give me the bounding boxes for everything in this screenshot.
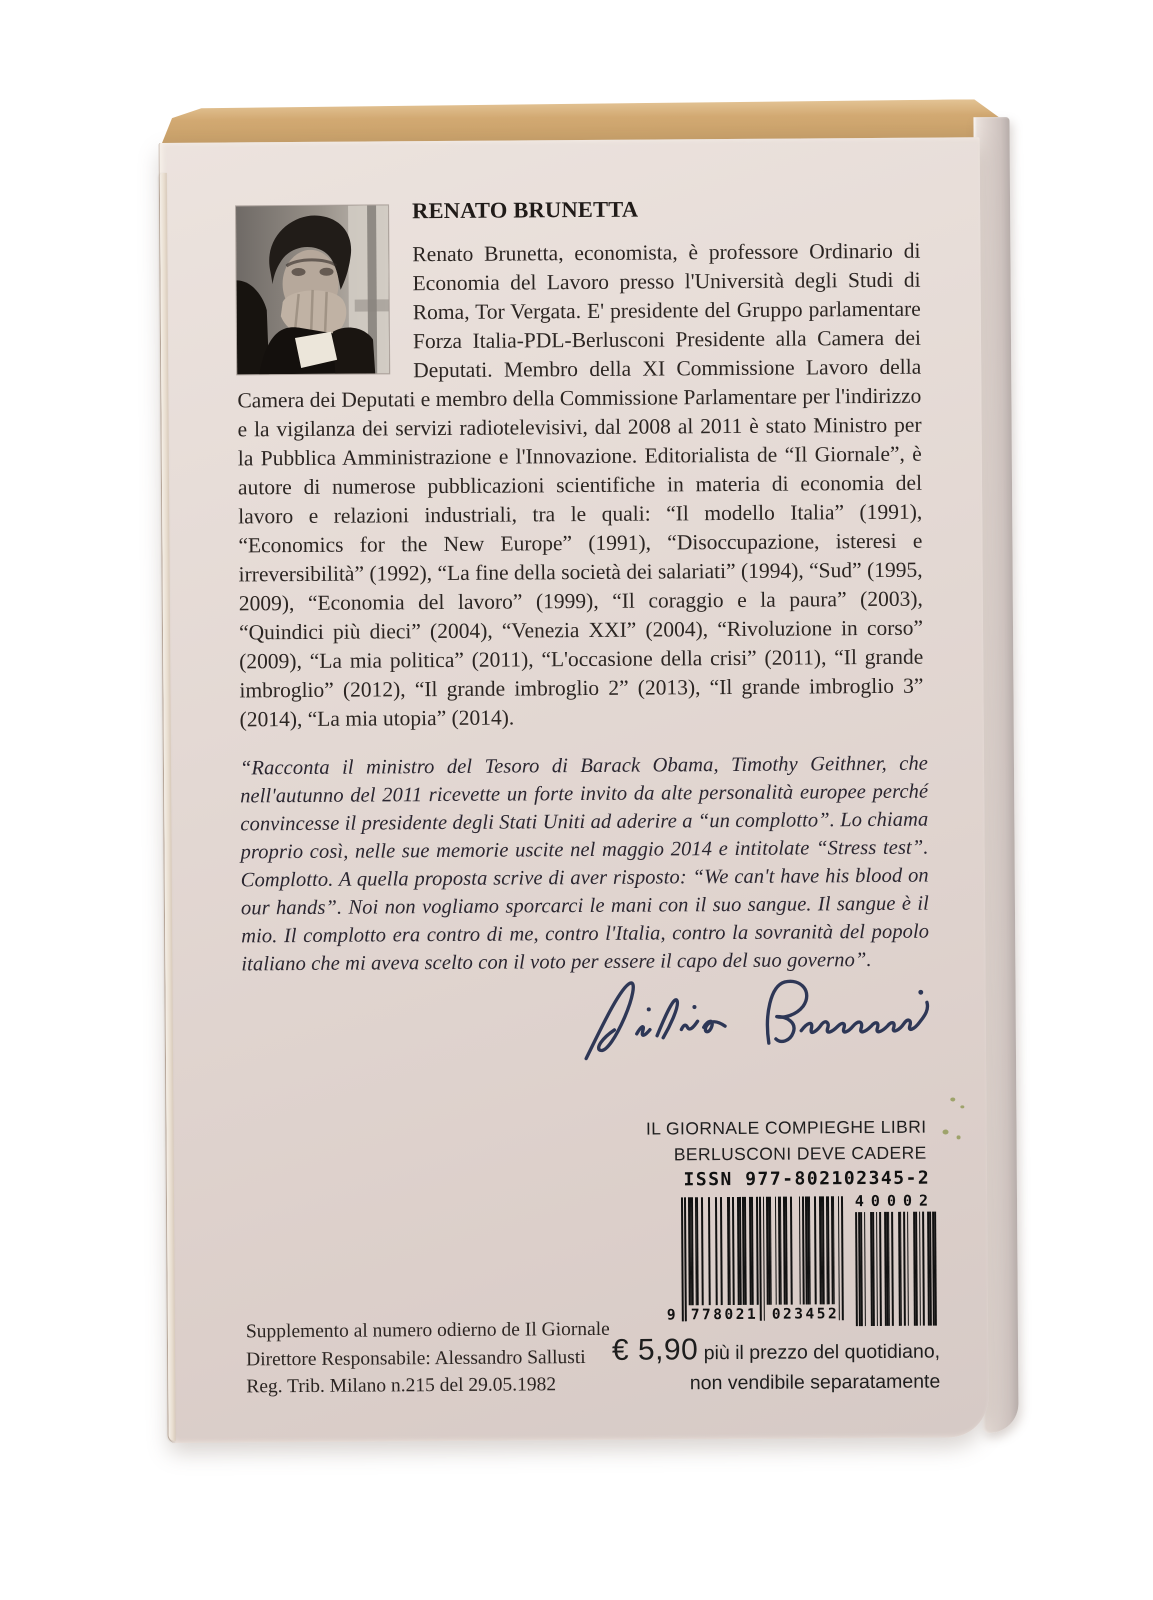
barcode-digit-lead: 9: [666, 1307, 679, 1324]
stain-specks: [930, 1095, 974, 1155]
ean13-barcode: [666, 1196, 845, 1325]
barcode-digit-group2: 023452: [771, 1306, 840, 1323]
barcode-digit-group1: 778021: [690, 1306, 759, 1324]
author-name: RENATO BRUNETTA: [411, 196, 639, 224]
ean5-bars: [855, 1212, 937, 1327]
signature-strokes-icon: [575, 967, 972, 1074]
slogan-line-1: IL GIORNALE COMPIEGHE LIBRI: [645, 1116, 927, 1139]
issn-label: ISSN 977-802102345-2: [683, 1167, 931, 1191]
author-bio-block: [236, 194, 924, 735]
author-portrait-illustration: [236, 205, 389, 374]
price-amount: € 5,90: [611, 1333, 699, 1367]
author-bio-text: Renato Brunetta, economista, è professore Ordinario di Economia del Lavoro presso l'Università degli Studi di Roma, Tor Vergata. E' presidente del Gruppo parlamentare Forza Italia-PDL-Berlusconi Presidente alla Camera dei Deputati. Membro della XI Commissione Lavoro della Camera dei Deputati e membro della Commissione Parlamentare per l'indirizzo e la vigilanza dei servizi radiotelevisivi, dal 2008 al 2011 è stato Ministro per la Pubblica Amministrazione e l'Innovazione. Editorialista de “Il Giornale”, è autore di numerose pubblicazioni scientifiche in materia di economia del lavoro e relazioni industriali, tra le quali: “Il modello Italia” (1991), “Economics for the New Europe” (1991), “Disoccupazione, isteresi e irreversibilità” (1992), “La fine della società dei salariati” (1994), “Sud” (1995, 2009), “Economia del lavoro” (1999), “Il coraggio e la paura” (2003), “Quindici più dieci” (2004), “Venezia XXI” (2004), “Rivoluzione in corso” (2009), “La mia politica” (2011), “L'occasione della crisi” (2011), “Il grande imbroglio” (2012), “Il grande imbroglio 2” (2013), “Il grande imbroglio 3” (2014), “La mia utopia” (2014).: [237, 238, 924, 732]
imprint-line-3: Reg. Trib. Milano n.215 del 29.05.1982: [246, 1374, 557, 1398]
ean5-addon-barcode: [855, 1212, 937, 1329]
imprint-line-1: Supplemento al numero odierno de Il Giornale: [245, 1318, 610, 1343]
imprint-block: [246, 1315, 667, 1400]
cover-content: [153, 99, 1018, 1443]
price-suffix: più il prezzo del quotidiano,: [698, 1340, 941, 1365]
price-note: non vendibile separatamente: [689, 1370, 941, 1395]
berlusconi-quote: “Racconta il ministro del Tesoro di Barack Obama, Timothy Geithner, che nell'autunno del 2011 ricevette un forte invito da alte personalità europee perché convincesse il presidente degli Stati Uniti ad aderire a “un complotto”. Lo chiama proprio così, nelle sue memorie uscite nel maggio 2014 e intitolate “Stress test”. Complotto. A quella proposta scrive di aver risposto: “We can't have his blood on our hands”. Noi non vogliamo sporcarci le mani con il suo sangue. Il sangue è il mio. Il complotto era contro di me, contro l'Italia, contro la sovranità del popolo italiano che mi aveva scelto con il voto per essere il capo del suo governo”.: [239, 752, 930, 976]
publisher-slogan: [580, 1114, 926, 1168]
berlusconi-signature: [575, 967, 972, 1074]
ean13-bars: [681, 1196, 845, 1324]
slogan-line-2: BERLUSCONI DEVE CADERE: [673, 1142, 927, 1165]
author-photo: [236, 205, 389, 374]
ean13-digits: [666, 1306, 845, 1325]
book-back-cover: [153, 99, 1018, 1443]
issue-code: 40002: [854, 1191, 936, 1211]
imprint-line-2: Direttore Responsabile: Alessandro Sallusti: [246, 1346, 586, 1370]
